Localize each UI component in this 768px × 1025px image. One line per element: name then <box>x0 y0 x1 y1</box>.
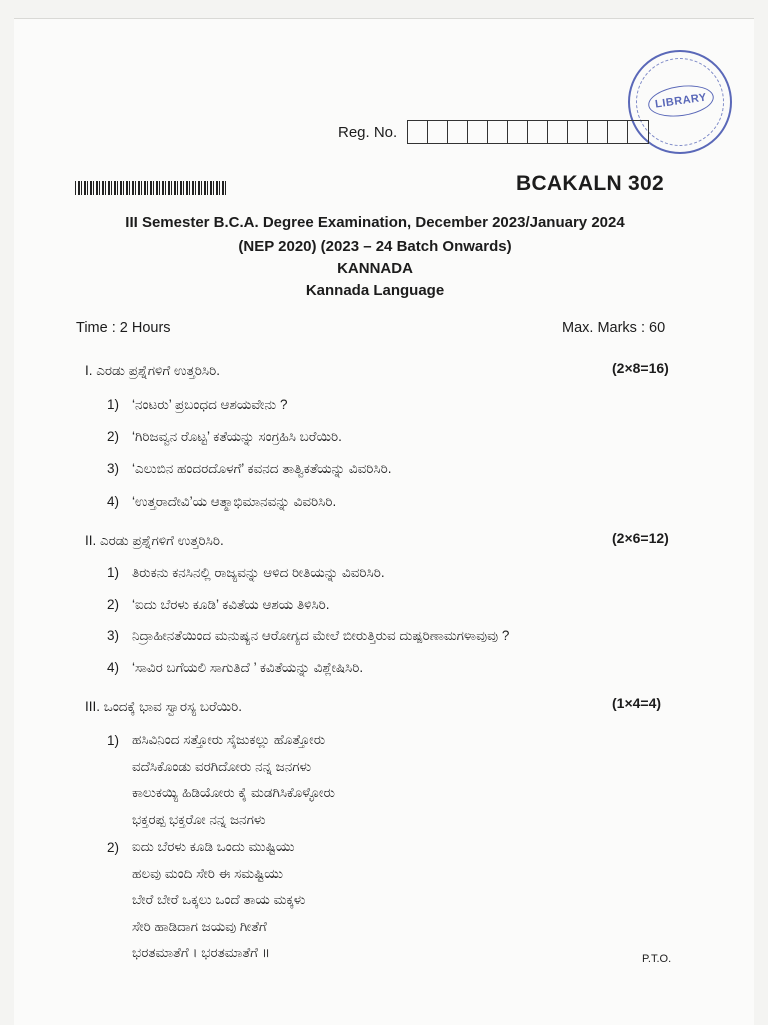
reg-digit-box <box>468 121 488 143</box>
question-number: 4) <box>107 494 120 509</box>
exam-paper <box>14 18 754 1025</box>
section-1-heading: I. ಎರಡು ಪ್ರಶ್ನೆಗಳಿಗೆ ಉತ್ತರಿಸಿರಿ. <box>85 363 220 378</box>
question-text: ತಿರುಕನು ಕನಸಿನಲ್ಲಿ ರಾಜ್ಯವನ್ನು ಆಳಿದ ರೀತಿಯನ್ನು ವಿವರಿಸಿರಿ. <box>132 565 385 580</box>
question-number: 2) <box>107 597 120 612</box>
poem-line: ಹಲವು ಮಂದಿ ಸೇರಿ ಈ ಸಮಷ್ಟಿಯು <box>132 865 284 881</box>
reg-boxes <box>407 120 649 144</box>
question <box>107 397 287 413</box>
reg-digit-box <box>428 121 448 143</box>
reg-digit-box <box>508 121 528 143</box>
poem-line: ಭಕ್ತರಪ್ಪ ಭಕ್ತರೋ ನನ್ನ ಜನಗಳು <box>132 811 266 827</box>
reg-digit-box <box>408 121 428 143</box>
question <box>107 660 363 676</box>
reg-digit-box <box>608 121 628 143</box>
question-number: 1) <box>107 565 120 580</box>
poem-line: ವದೆಸಿಕೊಂಡು ವರಗಿದೋರು ನನ್ನ ಜನಗಳು <box>132 758 312 774</box>
reg-digit-box <box>548 121 568 143</box>
question-text: ‘ಉತ್ತರಾದೇವಿ’ಯ ಆತ್ಮಾಭಿಮಾನವನ್ನು ವಿವರಿಸಿರಿ. <box>132 494 337 509</box>
stamp-label: LIBRARY <box>646 82 716 121</box>
reg-digit-box <box>528 121 548 143</box>
question <box>107 565 385 581</box>
poem-line: ಕಾಲುಕಯ್ಯಿ ಹಿಡಿಯೋರು ಕೈ ಮಡಗಿಸಿಕೊಳ್ಳೋರು <box>132 785 335 800</box>
exam-scheme: (NEP 2020) (2023 – 24 Batch Onwards) <box>238 238 512 255</box>
question-text: ‘ಸಾವಿರ ಬಗೆಯಲಿ ಸಾಗುತಿದೆ ’ ಕವಿತೆಯನ್ನು ವಿಶ್ಲೇಷಿಸಿರಿ. <box>132 660 364 675</box>
subject: KANNADA <box>337 260 413 277</box>
reg-digit-box <box>448 121 468 143</box>
time-allowed: Time : 2 Hours <box>76 320 171 336</box>
question-text: ನಿದ್ರಾಹೀನತೆಯಿಂದ ಮನುಷ್ಯನ ಆರೋಗ್ಯದ ಮೇಲೆ ಬೀರುತ್ತಿರುವ ದುಷ್ಪರಿಣಾಮಗಳಾವುವು ? <box>132 628 510 643</box>
reg-digit-box <box>488 121 508 143</box>
poem-2 <box>132 834 305 967</box>
barcode <box>75 181 227 195</box>
poem-line: ಐದು ಬೆರಳು ಕೂಡಿ ಒಂದು ಮುಷ್ಟಿಯು <box>132 839 295 854</box>
section-3-marks: (1×4=4) <box>612 695 662 711</box>
poem-1 <box>132 727 335 833</box>
poem-line: ಬೇರೆ ಬೇರೆ ಒಕ್ಕಲು ಒಂದೆ ತಾಯ ಮಕ್ಕಳು <box>132 892 306 907</box>
poem-line: ಹಸಿವಿನಿಂದ ಸತ್ತೋರು ಸೈಜುಕಲ್ಲು ಹೊತ್ತೋರು <box>132 732 326 747</box>
question-text: ‘ನಂಟರು’ ಪ್ರಬಂಧದ ಆಶಯವೇನು ? <box>132 397 288 412</box>
pto-note: P.T.O. <box>642 953 672 965</box>
section-2-heading: II. ಎರಡು ಪ್ರಶ್ನೆಗಳಿಗೆ ಉತ್ತರಿಸಿರಿ. <box>85 533 224 548</box>
reg-digit-box <box>568 121 588 143</box>
question-number: 2) <box>107 429 120 444</box>
question <box>107 628 509 644</box>
exam-title: III Semester B.C.A. Degree Examination, December 2023/January 2024 <box>125 214 625 231</box>
question <box>107 461 391 477</box>
question-number: 4) <box>107 660 120 675</box>
question-number: 3) <box>107 461 120 476</box>
section-3-heading: III. ಒಂದಕ್ಕೆ ಭಾವ ಸ್ವಾರಸ್ಯ ಬರೆಯಿರಿ. <box>85 699 243 714</box>
reg-digit-box <box>588 121 608 143</box>
poem-number: 2) <box>107 840 120 855</box>
reg-digit-box <box>628 121 648 143</box>
reg-label: Reg. No. <box>338 123 398 141</box>
paper-name: Kannada Language <box>305 282 445 299</box>
poem-line: ಸೇರಿ ಹಾಡಿದಾಗ ಜಯವು ಗೀತೆಗೆ <box>132 918 267 934</box>
max-marks: Max. Marks : 60 <box>562 320 666 336</box>
question <box>107 429 342 445</box>
registration-number <box>338 120 649 144</box>
question-number: 1) <box>107 397 120 412</box>
question-text: ‘ಎಲುಬಿನ ಹಂದರದೊಳಗೆ’ ಕವನದ ತಾತ್ವಿಕತೆಯನ್ನು ವಿವರಿಸಿರಿ. <box>132 461 392 476</box>
question <box>107 494 336 510</box>
question-number: 3) <box>107 628 120 643</box>
question-text: ‘ಗಿರಿಜವ್ವನ ರೊಟ್ಟ’ ಕತೆಯನ್ನು ಸಂಗ್ರಹಿಸಿ ಬರೆಯಿರಿ. <box>132 429 342 444</box>
paper-code: BCAKALN 302 <box>516 172 664 195</box>
section-2-marks: (2×6=12) <box>612 530 669 546</box>
question-text: ‘ಐದು ಬೆರಳು ಕೂಡಿ’ ಕವಿತೆಯ ಆಶಯ ತಿಳಿಸಿರಿ. <box>132 597 330 612</box>
poem-number: 1) <box>107 733 120 748</box>
question <box>107 597 330 613</box>
poem-line: ಭರತಮಾತೆಗೆ । ಭರತಮಾತೆಗೆ ॥ <box>132 945 270 960</box>
section-1-marks: (2×8=16) <box>612 360 669 376</box>
